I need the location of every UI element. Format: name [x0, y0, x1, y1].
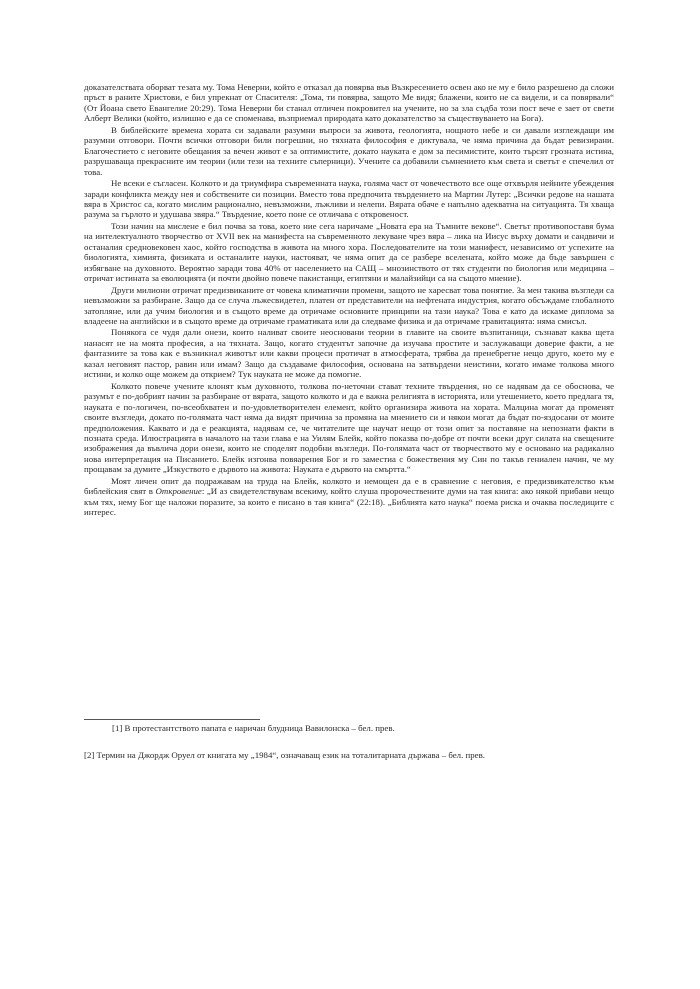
paragraph-text: Понякога се чудя дали онези, които наливат своите неосновани теории в главите на своите възпитаници, съзнават каква щета нанасят не на моята професия, а на тяхната. Защо, когато студентът започне да изучава простите и заслужаващи доверие факти, а не фантазиите за това как е възникнал животът или какви процеси протичат в атмосферата, трябва да пренебрегне нещо друго, което му е казал неговият пастор, равин или имам? Защо да създаваме философия, основана на затвърдени неистини, когато имаме толкова много истини, и колко още можем да открием? Тук науката не може да помогне. [84, 327, 614, 380]
paragraph-text: Колкото повече учените клонят към духовното, толкова по-неточни стават техните твърдения, но се надявам да се обосновa, че разумът е по-добрият начин за разбиране от вярата, защото колкото и да е важна религията в историята, или утешението, което предлага тя, науката е по-логичен, по-всеобхватен и по-удовлетворителен елемент, който организира живота на хората. Малцина могат да променят своите възгледи, докато по-голямата част няма да видят причина за промяна на мнението си и някои могат да бъдат по-яздосани от моите предположения. Каквато и да е реакцията, надявам се, че читателите ще научат нещо от този опит за поставяне на непознати факти в позната среда. Илюстрацията в началото на тази глава е на Уилям Блейк, който показва по-добре от почти всеки друг силата на свещените изображения да въвлича дори онези, които не споделят подобни възгледи. По-голямата част от творчеството му е основано на радикално нова интерпретация на Писанието. Блейк изгонва повяарения Бог и го заместиа с божествения му Син по такъв гениален начин, че му прощавам за думите „Изкуството е дървото на живота: Науката е дървото на смъртта.“ [84, 380, 614, 475]
paragraph [84, 327, 614, 379]
paragraph [84, 82, 614, 124]
footnote-2: [2] Термин на Джордж Оруел от книгата му „1984“, означаващ език на тоталитарната държава – бел. прев. [84, 750, 485, 760]
paragraph-text: Други милиони отричат предизвиканите от човека климатични промени, защото не харесват това понятие. За мен такива възгледи са невъзможни за разбиране. Защо да се случа лъжесвидетел, платен от представители на нефтената индустрия, когато обсъждаме глобалното затопляне, или да учим биология и в същото време да отричаме основните принципи на тази наука? Това е като да искаме диплома за владеене на английски и в същото време да отричаме граматиката или да следваме физика и да отричаме гравитацията: няма смисъл. [84, 284, 614, 326]
italic-text: Откровение [155, 486, 202, 497]
paragraph [84, 285, 614, 327]
footnote-separator [84, 719, 260, 720]
paragraph [84, 178, 614, 220]
paragraph-text: Не всеки е съгласен. Колкото и да триумфира съвременната наука, голяма част от човечеството все още отхвърля нейните убеждения заради конфликта между нея и собствените си позиции. Вместо това предпочита твърдението на Мартин Лутер: „Всички редове на нашата вяра в Христос са, когато мислим рационално, невъзможни, лъжливи и нелепи. Вярата обаче е напълно адекватна на ситуацията. Тя хваща разума за гърлото и удушава звяра.“ Твърдение, което поне се отличава с откровеност. [84, 178, 614, 220]
paragraph [84, 125, 614, 177]
footnote-1: [1] В протестантството папата е наричан блудница Вавилонска – бел. прев. [112, 723, 395, 733]
paragraph-text: Моят личен опит да подражавам на труда на Блейк, колкото и немощен да е в сравнение с неговия, е предизвикателство към библейския свят в [84, 475, 614, 497]
paragraph-text: доказателствата оборват тезата му. Тома Неверни, който е отказал да повярва във Възкресението освен ако не му е било разрешено да сложи пръст в раните Христови, е бил упрекнат от Спасителя: „Тома, ти повярва, защото Ме видя; блажени, които не са видели, и са повярвали“ (От Йоана свето Евангелие 20:29). Тома Неверни би станал отличен покровител на учените, но за зла съдба този пост вече е зает от свети Алберт Велики (който, излишно е да се споменава, възприемал природата като доказателство за съществуването на Бога). [84, 82, 614, 124]
paragraph-text: Този начин на мислене е бил почва за това, което ние сега наричаме „Новата ера на Тъмните векове“. Светът противопоставя бума на интелектуалното творчество от XVII век на манифеста на съвременното лекуване чрез вяра – лика на Иисус върху домати и сандвичи и останалия средновековен хаос, който господства в живота на много хора. Последователите на този манифест, независимо от успехите на биологията, химията, физиката и останалите науки, настояват, че няма опит да се разбере вселената, който може да бъде завършен с избягване на духовното. Вероятно заради това 40% от населението на САЩ – мнозинството от тях студенти по биология или медицина – отричат истината за еволюцията (и почти двойно повече пакистанци, египтяни и малайзийци са на същото мнение). [84, 220, 614, 284]
paragraph-text: В библейските времена хората си задавали разумни въпроси за живота, геологията, нощното небе и си давали изглеждащи им разумни отговори. Почти всички отговори били погрешни, но тяхната философия е диктувала, че няма причина да бъдат ревизирани. Благочестието с неговите обещания за вечен живот е за оптимистите, докато науката е дом за песимистите, които търсят грозната истина, разрушаваща прекрасните им теории (или тези на техните съперници). Учените са добавили съмнението към света и светът е спечелил от това. [84, 124, 614, 177]
paragraph [84, 476, 614, 518]
paragraph [84, 221, 614, 284]
body-text [84, 82, 614, 519]
paragraph-text: : „И аз свидетелствувам всекиму, който слуша пророчествените думи на тая книга: ако някой прибави нещо към тях, нему Бог ще наложи поразите, за които е писано в тая книга“ (22:18). „Библията като наука“ поема риска и очаква последиците с интерес. [84, 486, 614, 518]
paragraph [84, 381, 614, 475]
